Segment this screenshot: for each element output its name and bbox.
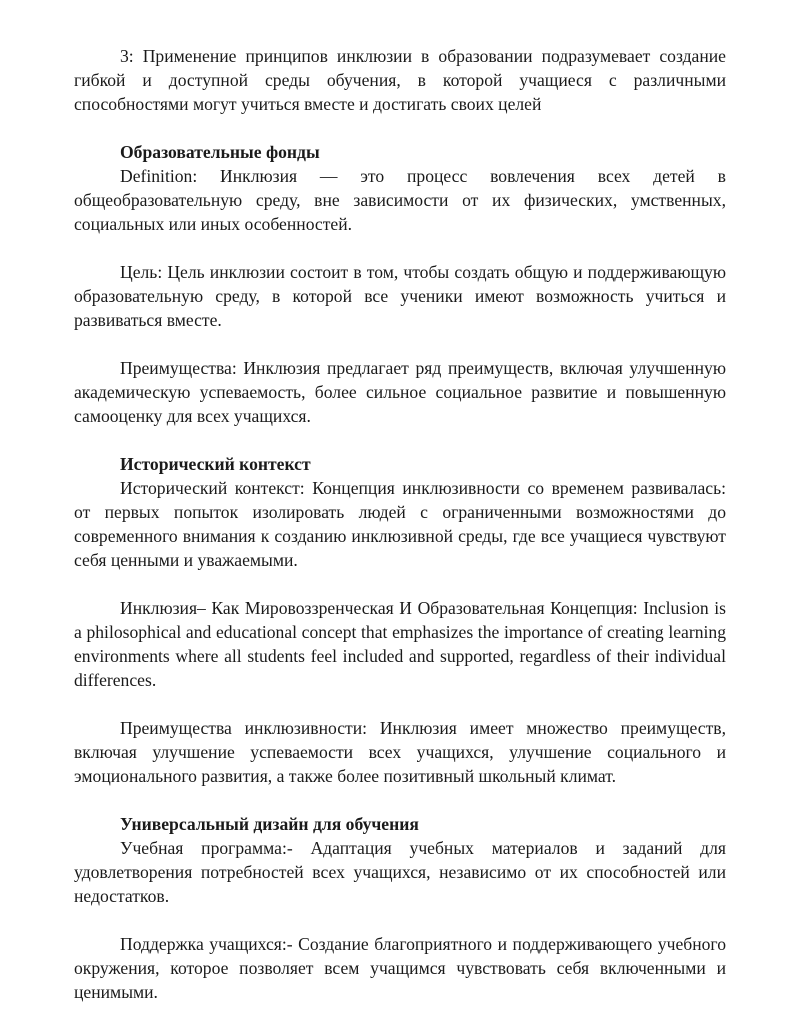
paragraph-inclusion-principles: 3: Применение принципов инклюзии в образовании подразумевает создание гибкой и доступной среды обучения, в которой учащиеся с различными способностями могут учиться вместе и достигать своих целей <box>74 46 726 114</box>
paragraph-student-support: Поддержка учащихся:- Создание благоприятного и поддерживающего учебного окружения, которое позволяет всем учащимся чувствовать себя включенными и ценимыми. <box>74 934 726 1002</box>
section-heading-educational-foundations: Образовательные фонды <box>120 142 320 162</box>
section-heading-universal-design: Универсальный дизайн для обучения <box>120 814 419 834</box>
paragraph-goal: Цель: Цель инклюзии состоит в том, чтобы создать общую и поддерживающую образовательную среду, в которой все ученики имеют возможность учиться и развиваться вместе. <box>74 262 726 330</box>
paragraph-curriculum: Учебная программа:- Адаптация учебных материалов и заданий для удовлетворения потребностей всех учащихся, независимо от их способностей или недостатков. <box>74 838 726 906</box>
paragraph-historical-context: Исторический контекст: Концепция инклюзивности со временем развивалась: от первых попыток изолировать людей с ограниченными возможностями до современного внимания к созданию инклюзивной среды, где все учащиеся чувствуют себя ценными и уважаемыми. <box>74 478 726 570</box>
paragraph-inclusion-concept: Инклюзия– Как Мировоззренческая И Образовательная Концепция: Inclusion is a philosophical and educational concept that emphasizes the importance of creating learning environments where all students feel included and supported, regardless of their individual differences. <box>74 598 726 690</box>
paragraph-definition: Definition: Инклюзия — это процесс вовлечения всех детей в общеобразовательную среду, вне зависимости от их физических, умственных, социальных или иных особенностей. <box>74 166 726 234</box>
document-page <box>74 44 726 1004</box>
section-heading-historical-context: Исторический контекст <box>120 454 311 474</box>
paragraph-advantages: Преимущества: Инклюзия предлагает ряд преимуществ, включая улучшенную академическую успеваемость, более сильное социальное развитие и повышенную самооценку для всех учащихся. <box>74 358 726 426</box>
paragraph-inclusivity-advantages: Преимущества инклюзивности: Инклюзия имеет множество преимуществ, включая улучшение успеваемости всех учащихся, улучшение социального и эмоционального развития, а также более позитивный школьный климат. <box>74 718 726 786</box>
